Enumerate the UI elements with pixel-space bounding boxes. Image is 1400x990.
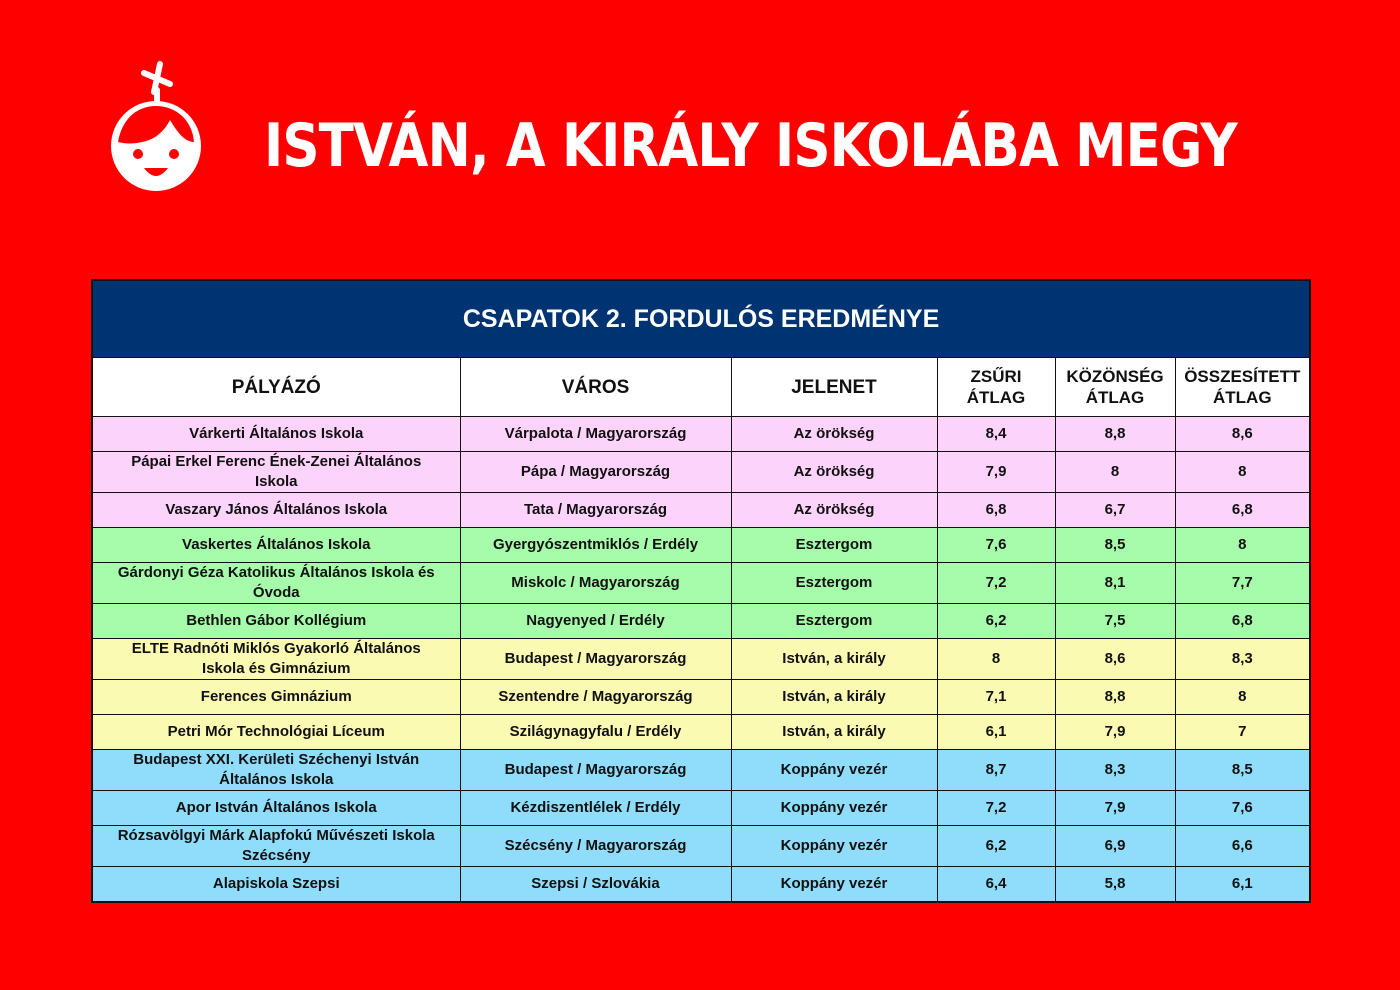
header-jelenet: JELENET [731,358,937,417]
cell-osszesitett: 7,6 [1175,791,1310,826]
cell-palyazo [92,452,460,493]
cell-varos: Budapest / Magyarország [460,750,731,791]
cell-palyazo [92,791,460,826]
cell-osszesitett: 8,6 [1175,417,1310,452]
cell-zsuri: 7,9 [937,452,1055,493]
palyazo-text: Rózsavölgyi Márk Alapfokú Művészeti Iskola Szécsény [117,827,435,864]
cell-zsuri: 6,2 [937,826,1055,867]
cell-kozonseg: 5,8 [1055,867,1175,903]
cell-jelenet: István, a király [731,680,937,715]
header-osszesitett-line2: ÁTLAG [1213,388,1272,407]
palyazo-text: Petri Mór Technológiai Líceum [167,723,385,740]
cell-jelenet: Az örökség [731,417,937,452]
table-row [92,750,1310,791]
palyazo-text: Bethlen Gábor Kollégium [186,612,367,629]
cell-kozonseg: 6,7 [1055,493,1175,528]
palyazo-text: Gárdonyi Géza Katolikus Általános Iskola és Óvoda [117,564,435,601]
results-table [91,279,1311,903]
table-header-row [92,358,1310,417]
cell-varos: Nagyenyed / Erdély [460,604,731,639]
cell-varos: Szepsi / Szlovákia [460,867,731,903]
cell-osszesitett: 7,7 [1175,563,1310,604]
header-kozonseg-line2: ÁTLAG [1085,388,1145,407]
table-row [92,826,1310,867]
cell-zsuri: 7,6 [937,528,1055,563]
cell-osszesitett: 8,3 [1175,639,1310,680]
cell-kozonseg: 8 [1055,452,1175,493]
cell-varos: Kézdiszentlélek / Erdély [460,791,731,826]
cell-palyazo [92,867,460,903]
cell-jelenet: Az örökség [731,493,937,528]
cell-varos: Miskolc / Magyarország [460,563,731,604]
cell-palyazo [92,826,460,867]
cell-zsuri: 6,4 [937,867,1055,903]
cell-kozonseg: 7,9 [1055,715,1175,750]
cell-jelenet: Koppány vezér [731,750,937,791]
cell-kozonseg: 8,3 [1055,750,1175,791]
cell-kozonseg: 7,5 [1055,604,1175,639]
table-row [92,680,1310,715]
cell-palyazo [92,563,460,604]
palyazo-text: Várkerti Általános Iskola [189,425,364,442]
header-zsuri-atlag [937,358,1055,417]
cell-zsuri: 6,2 [937,604,1055,639]
palyazo-text: Alapiskola Szepsi [212,875,340,892]
header-osszesitett-atlag [1175,358,1310,417]
cell-kozonseg: 8,8 [1055,680,1175,715]
table-row [92,604,1310,639]
table-row [92,452,1310,493]
cell-osszesitett: 8 [1175,452,1310,493]
cell-jelenet: Koppány vezér [731,867,937,903]
cell-kozonseg: 8,5 [1055,528,1175,563]
cell-kozonseg: 6,9 [1055,826,1175,867]
table-row [92,639,1310,680]
table-row [92,528,1310,563]
cell-osszesitett: 6,6 [1175,826,1310,867]
cell-osszesitett: 7 [1175,715,1310,750]
table-row [92,563,1310,604]
cell-zsuri: 7,2 [937,563,1055,604]
cell-osszesitett: 6,8 [1175,604,1310,639]
cell-palyazo [92,715,460,750]
table-row [92,867,1310,903]
header-kozonseg-line1: KÖZÖNSÉG [1066,367,1164,386]
page-title: ISTVÁN, A KIRÁLY ISKOLÁBA MEGY [264,111,1237,181]
cell-zsuri: 8,4 [937,417,1055,452]
cell-kozonseg: 8,8 [1055,417,1175,452]
palyazo-text: Apor István Általános Iskola [175,799,377,816]
table-row [92,493,1310,528]
palyazo-text: Budapest XXI. Kerületi Széchenyi István Általános Iskola [133,751,420,788]
header-zsuri-line1: ZSŰRI [970,367,1022,386]
cell-varos: Várpalota / Magyarország [460,417,731,452]
palyazo-text: Ferences Gimnázium [200,688,352,705]
cell-zsuri: 6,1 [937,715,1055,750]
cell-varos: Szécsény / Magyarország [460,826,731,867]
cell-zsuri: 8 [937,639,1055,680]
cell-varos: Pápa / Magyarország [460,452,731,493]
palyazo-text: Pápai Erkel Ferenc Ének-Zenei Általános Iskola [131,453,422,490]
cell-jelenet: István, a király [731,715,937,750]
header-palyazo: PÁLYÁZÓ [92,358,460,417]
cell-jelenet: Koppány vezér [731,791,937,826]
cell-palyazo [92,750,460,791]
cell-osszesitett: 6,8 [1175,493,1310,528]
cell-zsuri: 6,8 [937,493,1055,528]
cell-jelenet: Koppány vezér [731,826,937,867]
cell-palyazo [92,639,460,680]
cell-palyazo [92,680,460,715]
cell-jelenet: Esztergom [731,563,937,604]
cell-palyazo [92,528,460,563]
palyazo-text: Vaszary János Általános Iskola [165,501,388,518]
header-zsuri-line2: ÁTLAG [966,388,1026,407]
header-varos: VÁROS [460,358,731,417]
palyazo-text: Vaskertes Általános Iskola [182,536,371,553]
cell-palyazo [92,417,460,452]
header-osszesitett-line1: ÖSSZESÍTETT [1184,367,1301,386]
cell-osszesitett: 8 [1175,680,1310,715]
cell-zsuri: 7,1 [937,680,1055,715]
cell-jelenet: István, a király [731,639,937,680]
cell-varos: Szentendre / Magyarország [460,680,731,715]
cell-varos: Szilágynagyfalu / Erdély [460,715,731,750]
cell-palyazo [92,493,460,528]
cell-kozonseg: 7,9 [1055,791,1175,826]
cell-jelenet: Az örökség [731,452,937,493]
cell-zsuri: 8,7 [937,750,1055,791]
palyazo-text: ELTE Radnóti Miklós Gyakorló Általános Iskola és Gimnázium [131,640,421,677]
table-row [92,715,1310,750]
cell-varos: Budapest / Magyarország [460,639,731,680]
cell-osszesitett: 6,1 [1175,867,1310,903]
cell-varos: Tata / Magyarország [460,493,731,528]
cell-varos: Gyergyószentmiklós / Erdély [460,528,731,563]
cell-jelenet: Esztergom [731,528,937,563]
cell-kozonseg: 8,1 [1055,563,1175,604]
cell-zsuri: 7,2 [937,791,1055,826]
table-caption: CSAPATOK 2. FORDULÓS EREDMÉNYE [92,280,1310,358]
child-face-icon [104,60,208,196]
cell-kozonseg: 8,6 [1055,639,1175,680]
cell-palyazo [92,604,460,639]
header-kozonseg-atlag [1055,358,1175,417]
cell-osszesitett: 8 [1175,528,1310,563]
table-row [92,791,1310,826]
table-row [92,417,1310,452]
cell-jelenet: Esztergom [731,604,937,639]
cell-osszesitett: 8,5 [1175,750,1310,791]
